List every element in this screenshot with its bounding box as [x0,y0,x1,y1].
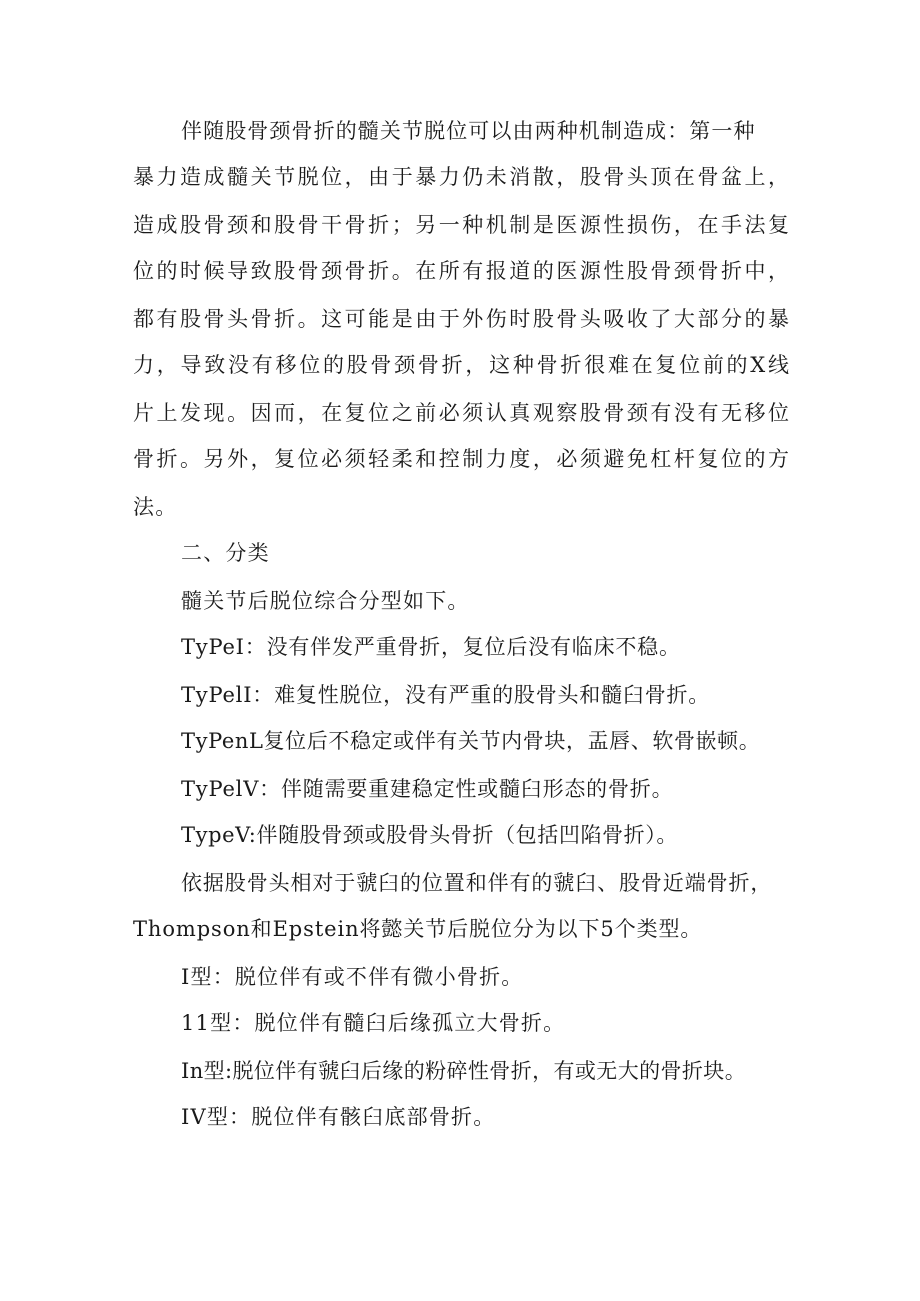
paragraph-line: 依据股骨头相对于虢臼的位置和伴有的虢臼、股骨近端骨折， [181,871,773,895]
type-item: TyPelI：难复性脱位，没有严重的股骨头和髓臼骨折。 [181,683,711,707]
type-item: TyPenL复位后不稳定或伴有关节内骨块，盂唇、软骨嵌顿。 [181,729,761,753]
type-item: TyPeI：没有伴发严重骨折，复位后没有临床不稳。 [181,635,681,659]
paragraph-line: 位的时候导致股骨颈骨折。在所有报道的医源性股骨颈骨折中， [133,259,789,283]
class-item: I型：脱位伴有或不伴有微小骨折。 [181,965,524,989]
class-item: IV型：脱位伴有骸臼底部骨折。 [181,1105,496,1129]
paragraph-line: 力，导致没有移位的股骨颈骨折，这种骨折很难在复位前的X线 [133,353,789,377]
paragraph-line: 暴力造成髓关节脱位，由于暴力仍未消散，股骨头顶在骨盆上， [133,165,789,189]
paragraph-line: 伴随股骨颈骨折的髓关节脱位可以由两种机制造成：第一种 [181,119,756,143]
class-item: In型:脱位伴有虢臼后缘的粉碎性骨折，有或无大的骨折块。 [181,1059,747,1083]
paragraph-line: 片上发现。因而，在复位之前必须认真观察股骨颈有没有无移位 [133,401,789,425]
class-item: 11型：脱位伴有髓臼后缘孤立大骨折。 [181,1011,566,1035]
type-item: TyPelV：伴随需要重建稳定性或髓臼形态的骨折。 [181,777,674,801]
paragraph-line: 骨折。另外，复位必须轻柔和控制力度，必须避免杠杆复位的方 [133,447,789,471]
intro-text: 髓关节后脱位综合分型如下。 [181,589,470,613]
paragraph-line: 造成股骨颈和股骨干骨折；另一种机制是医源性损伤，在手法复 [133,213,789,237]
section-heading: 二、分类 [181,541,270,565]
paragraph-line: Thompson和Epstein将懿关节后脱位分为以下5个类型。 [133,917,703,941]
paragraph-line: 都有股骨头骨折。这可能是由于外伤时股骨头吸收了大部分的暴 [133,307,789,331]
type-item: TypeV:伴随股骨颈或股骨头骨折（包括凹陷骨折）。 [181,823,678,847]
paragraph-line: 法。 [133,495,178,519]
